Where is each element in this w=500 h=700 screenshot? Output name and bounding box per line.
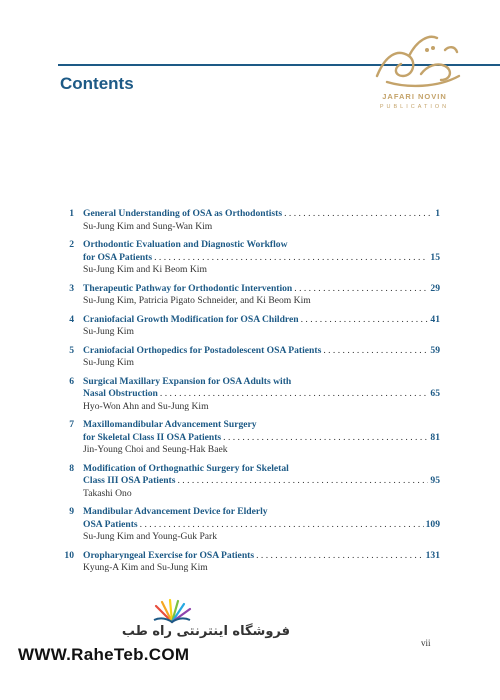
chapter-title-line — [83, 432, 440, 445]
chapter-title[interactable]: Class III OSA Patients — [83, 475, 176, 486]
dot-leader — [284, 208, 433, 221]
chapter-authors: Su-Jung Kim — [83, 357, 134, 368]
chapter-page[interactable]: 59 — [430, 344, 440, 356]
chapter-title[interactable]: Therapeutic Pathway for Orthodontic Intervention — [83, 282, 293, 294]
chapter-page[interactable]: 29 — [430, 282, 440, 294]
chapter-number: 3 — [69, 282, 74, 294]
chapter-title[interactable]: Maxillomandibular Advancement Surgery — [83, 419, 257, 430]
chapter-title-line — [83, 314, 440, 327]
chapter-title[interactable]: OSA Patients — [83, 518, 138, 530]
dot-leader — [140, 519, 424, 532]
chapter-title-line — [83, 550, 440, 563]
chapter-number: 8 — [69, 462, 74, 474]
publisher-logo — [357, 26, 472, 121]
dot-leader — [160, 388, 429, 401]
chapter-title-line — [83, 283, 440, 296]
toc-entry[interactable] — [60, 419, 440, 457]
chapter-title-line — [83, 519, 440, 532]
dot-leader — [178, 475, 429, 488]
calligraphy-logo-icon — [357, 26, 472, 92]
chapter-title[interactable]: Mandibular Advancement Device for Elderly — [83, 506, 268, 517]
shop-url[interactable]: WWW.RaheTeb.COM — [18, 645, 190, 664]
chapter-title[interactable]: Craniofacial Orthopedics for Postadolescent OSA Patients — [83, 344, 322, 356]
chapter-title[interactable]: Modification of Orthognathic Surgery for Skeletal — [83, 462, 289, 474]
chapter-title[interactable]: General Understanding of OSA as Orthodontists — [83, 208, 283, 219]
page-number: vii — [421, 638, 431, 648]
chapter-authors: Jin-Young Choi and Seung-Hak Baek — [83, 444, 228, 455]
page-title: Contents — [60, 74, 134, 93]
dot-leader — [294, 283, 428, 296]
toc-entry[interactable] — [60, 550, 440, 575]
chapter-number: 10 — [64, 549, 74, 561]
dot-leader — [301, 314, 429, 327]
chapter-page[interactable]: 1 — [435, 208, 440, 219]
toc-entry[interactable] — [60, 239, 440, 277]
dot-leader — [256, 550, 424, 563]
chapter-title[interactable]: Orthodontic Evaluation and Diagnostic Workflow — [83, 239, 288, 250]
chapter-authors: Su-Jung Kim, Patricia Pigato Schneider, and Ki Beom Kim — [83, 295, 311, 306]
chapter-title-line — [83, 388, 440, 401]
chapter-number: 2 — [69, 239, 74, 250]
chapter-authors: Kyung-A Kim and Su-Jung Kim — [83, 562, 208, 573]
chapter-authors: Su-Jung Kim and Young-Guk Park — [83, 531, 218, 542]
toc-entry[interactable] — [60, 463, 440, 501]
toc-entry[interactable] — [60, 314, 440, 339]
publisher-subtitle: PUBLICATION — [379, 104, 450, 110]
toc-entry[interactable] — [60, 208, 440, 233]
chapter-title[interactable]: Oropharyngeal Exercise for OSA Patients — [83, 549, 255, 561]
chapter-authors: Su-Jung Kim — [83, 326, 134, 337]
chapter-page[interactable]: 131 — [425, 549, 440, 561]
chapter-authors: Su-Jung Kim and Ki Beom Kim — [83, 264, 207, 275]
dot-leader — [154, 252, 428, 265]
chapter-page[interactable]: 65 — [430, 388, 440, 399]
toc-entry[interactable] — [60, 376, 440, 414]
publisher-name: JAFARI NOVIN — [382, 92, 447, 101]
toc-entry[interactable] — [60, 283, 440, 308]
chapter-title[interactable]: for OSA Patients — [83, 251, 153, 263]
chapter-title-line — [83, 345, 440, 358]
chapter-authors: Su-Jung Kim and Sung-Wan Kim — [83, 220, 213, 232]
chapter-number: 1 — [69, 208, 74, 219]
chapter-title[interactable]: for Skeletal Class II OSA Patients — [83, 431, 222, 443]
chapter-authors: Takashi Ono — [83, 487, 132, 499]
book-logo-icon — [150, 598, 194, 624]
chapter-number: 7 — [69, 419, 74, 430]
table-of-contents — [60, 208, 440, 581]
chapter-number: 9 — [69, 506, 74, 517]
chapter-page[interactable]: 81 — [430, 431, 440, 443]
chapter-page[interactable]: 41 — [430, 313, 440, 325]
toc-entry[interactable] — [60, 506, 440, 544]
chapter-title[interactable]: Nasal Obstruction — [83, 388, 158, 399]
chapter-page[interactable]: 95 — [430, 475, 440, 486]
chapter-authors: Hyo-Won Ahn and Su-Jung Kim — [83, 400, 209, 412]
chapter-title-line — [83, 208, 440, 221]
toc-entry[interactable] — [60, 345, 440, 370]
chapter-page[interactable]: 15 — [430, 251, 440, 263]
chapter-number: 5 — [69, 344, 74, 356]
chapter-number: 4 — [69, 313, 74, 325]
dot-leader — [223, 432, 428, 445]
chapter-number: 6 — [69, 375, 74, 387]
chapter-title[interactable]: Surgical Maxillary Expansion for OSA Adults with — [83, 375, 292, 387]
chapter-title[interactable]: Craniofacial Growth Modification for OSA Children — [83, 313, 299, 325]
shop-name: فروشگاه اینترنتی راه طب — [121, 624, 290, 639]
dot-leader — [323, 345, 428, 358]
chapter-page[interactable]: 109 — [425, 518, 440, 530]
chapter-title-line — [83, 475, 440, 488]
chapter-title-line — [83, 252, 440, 265]
